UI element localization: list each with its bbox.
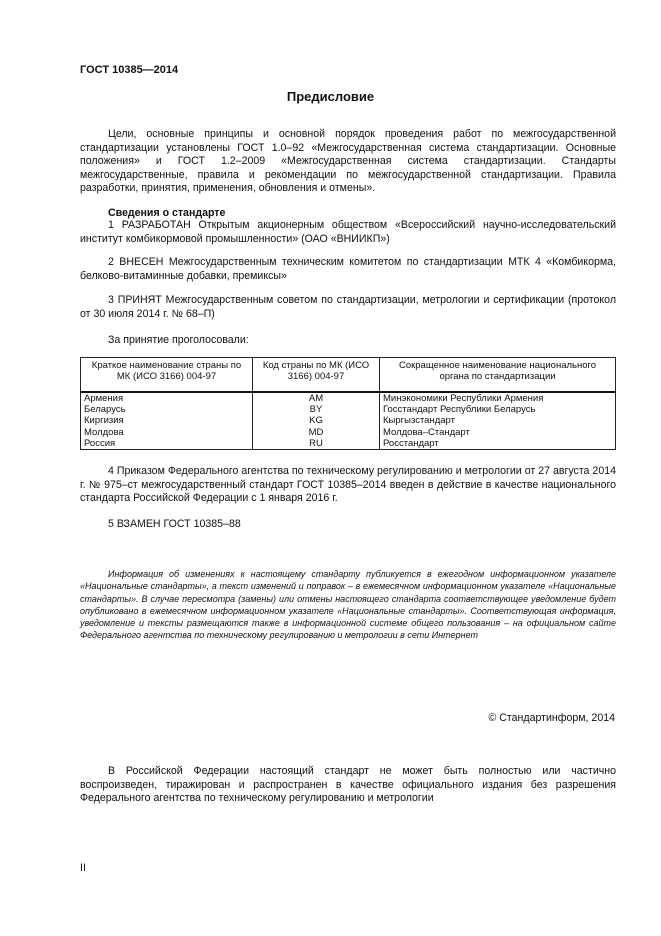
table-row xyxy=(81,404,616,415)
code-cell: KG xyxy=(253,415,380,426)
info-item-4: 4 Приказом Федерального агентства по техническому регулированию и метрологии от 27 августа 2014 г. № 975–ст межгосударственный стандарт ГОСТ 10385–2014 введен в действие в качестве национального стандарта Российской Федерации с 1 января 2016 г. xyxy=(80,465,616,505)
table-header-row xyxy=(81,358,616,393)
info-item-2: 2 ВНЕСЕН Межгосударственным техническим комитетом по стандартизации МТК 4 «Комбикорма, белково-витаминные добавки, премиксы» xyxy=(80,256,616,282)
reproduction-restriction: В Российской Федерации настоящий стандарт не может быть полностью или частично воспроизведен, тиражирован и распространен в качестве официального издания без разрешения Федерального агентства по техническому регулированию и метрологии xyxy=(80,765,616,805)
page-title: Предисловие xyxy=(286,89,375,104)
country-cell: Россия xyxy=(81,438,253,450)
body-cell: Минэкономики Республики Армения xyxy=(380,392,616,404)
table-row xyxy=(81,438,616,450)
table-row xyxy=(81,415,616,426)
col-header-body: Сокращенное наименование национального органа по стандартизации xyxy=(380,358,616,393)
country-cell: Молдова xyxy=(81,427,253,438)
changes-notice: Информация об изменениях к настоящему стандарту публикуется в ежегодном информационном указателе «Национальные стандарты», а текст изменений и поправок – в ежемесячном информационном указателе «Национальные стандарты». В случае пересмотра (замены) или отмены настоящего стандарта соответствующее уведомление будет опубликовано в ежемесячном информационном указателе «Национальные стандарты». Соответствующая информация, уведомление и тексты размещаются также в информационной системе общего пользования – на официальном сайте Федерального агентства по техническому регулированию и метрологии в сети Интернет xyxy=(80,569,616,641)
code-cell: MD xyxy=(253,427,380,438)
body-cell: Госстандарт Республики Беларусь xyxy=(380,404,616,415)
col-header-country: Краткое наименование страны по МК (ИСО 3166) 004-97 xyxy=(81,358,253,393)
country-cell: Армения xyxy=(81,392,253,404)
copyright: © Стандартинформ, 2014 xyxy=(488,712,615,724)
voting-table xyxy=(80,357,616,450)
body-cell: Росстандарт xyxy=(380,438,616,450)
country-cell: Киргизия xyxy=(81,415,253,426)
code-cell: RU xyxy=(253,438,380,450)
code-cell: BY xyxy=(253,404,380,415)
body-cell: Кыргызстандарт xyxy=(380,415,616,426)
info-heading: Сведения о стандарте xyxy=(108,207,226,219)
info-item-5: 5 ВЗАМЕН ГОСТ 10385–88 xyxy=(108,518,241,530)
code-cell: AM xyxy=(253,392,380,404)
page-number: II xyxy=(80,862,86,874)
intro-paragraph: Цели, основные принципы и основной порядок проведения работ по межгосударственной стандартизации установлены ГОСТ 1.0–92 «Межгосударственная система стандартизации. Основные положения» и ГОСТ 1.2–2009 «Межгосударственная система стандартизации. Стандарты межгосударственные, правила и рекомендации по межгосударственной стандартизации. Правила разработки, принятия, применения, обновления и отмены». xyxy=(80,128,616,195)
col-header-code: Код страны по МК (ИСО 3166) 004-97 xyxy=(253,358,380,393)
info-item-1: 1 РАЗРАБОТАН Открытым акционерным обществом «Всероссийский научно-исследовательский институт комбикормовой промышленности» (ОАО «ВНИИКП») xyxy=(80,219,616,245)
voted-label: За принятие проголосовали: xyxy=(108,334,249,346)
info-item-3: 3 ПРИНЯТ Межгосударственным советом по стандартизации, метрологии и сертификации (протокол от 30 июля 2014 г. № 68–П) xyxy=(80,294,616,320)
body-cell: Молдова–Стандарт xyxy=(380,427,616,438)
table-row xyxy=(81,392,616,404)
country-cell: Беларусь xyxy=(81,404,253,415)
standard-number: ГОСТ 10385—2014 xyxy=(80,64,179,76)
table-row xyxy=(81,427,616,438)
